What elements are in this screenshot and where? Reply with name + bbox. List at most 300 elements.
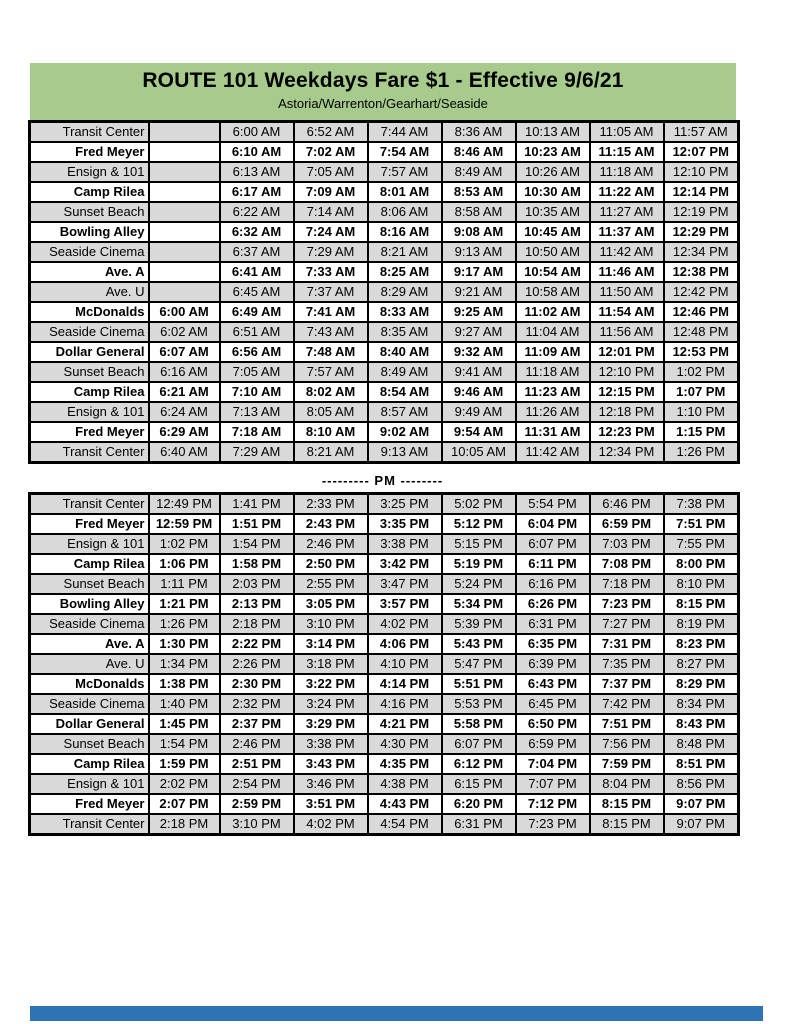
stop-name-cell: Fred Meyer (30, 422, 149, 442)
time-cell: 7:13 AM (220, 402, 294, 422)
time-cell: 2:13 PM (220, 594, 294, 614)
schedule-row (30, 362, 739, 382)
time-cell: 10:54 AM (516, 262, 590, 282)
stop-name-cell: Ave. A (30, 262, 149, 282)
time-cell: 1:34 PM (149, 654, 220, 674)
schedule-row (30, 594, 739, 614)
time-cell: 11:27 AM (590, 202, 664, 222)
time-cell: 10:58 AM (516, 282, 590, 302)
time-cell: 11:15 AM (590, 142, 664, 162)
time-cell: 6:41 AM (220, 262, 294, 282)
time-cell: 6:43 PM (516, 674, 590, 694)
time-cell: 6:45 AM (220, 282, 294, 302)
time-cell: 7:23 PM (516, 814, 590, 835)
time-cell: 3:22 PM (294, 674, 368, 694)
stop-name-cell: Dollar General (30, 714, 149, 734)
time-cell: 6:12 PM (442, 754, 516, 774)
time-cell: 9:02 AM (368, 422, 442, 442)
time-cell: 11:05 AM (590, 122, 664, 143)
stop-name-cell: Seaside Cinema (30, 242, 149, 262)
time-cell: 11:50 AM (590, 282, 664, 302)
time-cell: 8:46 AM (442, 142, 516, 162)
stop-name-cell: McDonalds (30, 302, 149, 322)
time-cell: 5:53 PM (442, 694, 516, 714)
time-cell: 3:38 PM (368, 534, 442, 554)
time-cell: 3:47 PM (368, 574, 442, 594)
time-cell: 5:43 PM (442, 634, 516, 654)
time-cell: 2:46 PM (294, 534, 368, 554)
time-cell: 8:51 PM (664, 754, 739, 774)
time-cell: 7:24 AM (294, 222, 368, 242)
time-cell: 12:38 PM (664, 262, 739, 282)
time-cell: 5:39 PM (442, 614, 516, 634)
schedule-row (30, 534, 739, 554)
time-cell: 6:11 PM (516, 554, 590, 574)
time-cell: 5:54 PM (516, 494, 590, 515)
time-cell: 7:57 AM (368, 162, 442, 182)
stop-name-cell: Camp Rilea (30, 554, 149, 574)
time-cell: 2:55 PM (294, 574, 368, 594)
time-cell: 7:04 PM (516, 754, 590, 774)
schedule-row (30, 242, 739, 262)
time-cell: 4:54 PM (368, 814, 442, 835)
schedule-row (30, 402, 739, 422)
time-cell: 9:21 AM (442, 282, 516, 302)
stop-name-cell: McDonalds (30, 674, 149, 694)
time-cell: 9:46 AM (442, 382, 516, 402)
time-cell: 10:13 AM (516, 122, 590, 143)
stop-name-cell: Sunset Beach (30, 574, 149, 594)
time-cell: 8:06 AM (368, 202, 442, 222)
time-cell: 8:35 AM (368, 322, 442, 342)
time-cell: 2:30 PM (220, 674, 294, 694)
time-cell: 6:37 AM (220, 242, 294, 262)
time-cell: 7:05 AM (294, 162, 368, 182)
time-cell (149, 242, 220, 262)
time-cell: 6:56 AM (220, 342, 294, 362)
time-cell: 12:46 PM (664, 302, 739, 322)
time-cell: 10:23 AM (516, 142, 590, 162)
time-cell: 1:21 PM (149, 594, 220, 614)
time-cell: 7:29 AM (294, 242, 368, 262)
stop-name-cell: Bowling Alley (30, 222, 149, 242)
schedule-row (30, 162, 739, 182)
time-cell: 7:56 PM (590, 734, 664, 754)
time-cell (149, 222, 220, 242)
time-cell: 2:03 PM (220, 574, 294, 594)
pm-section-separator: --------- PM -------- (321, 473, 444, 488)
time-cell: 7:33 AM (294, 262, 368, 282)
time-cell: 6:20 PM (442, 794, 516, 814)
time-cell: 6:22 AM (220, 202, 294, 222)
schedule-row (30, 262, 739, 282)
stop-name-cell: Sunset Beach (30, 362, 149, 382)
time-cell: 4:43 PM (368, 794, 442, 814)
stop-name-cell: Ensign & 101 (30, 402, 149, 422)
time-cell: 3:43 PM (294, 754, 368, 774)
time-cell: 2:18 PM (220, 614, 294, 634)
time-cell: 11:57 AM (664, 122, 739, 143)
time-cell: 6:10 AM (220, 142, 294, 162)
time-cell: 3:57 PM (368, 594, 442, 614)
time-cell: 8:15 PM (664, 594, 739, 614)
time-cell: 3:14 PM (294, 634, 368, 654)
time-cell: 5:34 PM (442, 594, 516, 614)
time-cell (149, 122, 220, 143)
time-cell: 6:29 AM (149, 422, 220, 442)
time-cell: 8:54 AM (368, 382, 442, 402)
footer-accent-bar (30, 1006, 763, 1021)
stop-name-cell: Ave. U (30, 654, 149, 674)
time-cell: 11:04 AM (516, 322, 590, 342)
time-cell: 1:06 PM (149, 554, 220, 574)
time-cell: 2:18 PM (149, 814, 220, 835)
time-cell (149, 202, 220, 222)
time-cell: 7:55 PM (664, 534, 739, 554)
time-cell: 1:10 PM (664, 402, 739, 422)
time-cell: 1:11 PM (149, 574, 220, 594)
time-cell: 8:25 AM (368, 262, 442, 282)
time-cell: 5:24 PM (442, 574, 516, 594)
schedule-row (30, 654, 739, 674)
time-cell: 5:12 PM (442, 514, 516, 534)
stop-name-cell: Fred Meyer (30, 514, 149, 534)
time-cell: 10:50 AM (516, 242, 590, 262)
schedule-row (30, 574, 739, 594)
time-cell: 5:02 PM (442, 494, 516, 515)
time-cell: 11:42 AM (590, 242, 664, 262)
schedule-row (30, 554, 739, 574)
schedule-row (30, 714, 739, 734)
time-cell: 9:54 AM (442, 422, 516, 442)
time-cell: 8:36 AM (442, 122, 516, 143)
time-cell: 3:51 PM (294, 794, 368, 814)
am-schedule-table (28, 120, 740, 464)
stop-name-cell: Camp Rilea (30, 182, 149, 202)
time-cell: 8:43 PM (664, 714, 739, 734)
time-cell: 8:34 PM (664, 694, 739, 714)
stop-name-cell: Ensign & 101 (30, 534, 149, 554)
schedule-row (30, 754, 739, 774)
time-cell: 6:07 PM (516, 534, 590, 554)
stop-name-cell: Ave. U (30, 282, 149, 302)
time-cell: 8:56 PM (664, 774, 739, 794)
time-cell: 1:30 PM (149, 634, 220, 654)
stop-name-cell: Bowling Alley (30, 594, 149, 614)
schedule-row (30, 142, 739, 162)
time-cell: 5:15 PM (442, 534, 516, 554)
time-cell: 8:53 AM (442, 182, 516, 202)
time-cell: 7:07 PM (516, 774, 590, 794)
time-cell: 11:23 AM (516, 382, 590, 402)
time-cell: 6:16 PM (516, 574, 590, 594)
time-cell: 8:02 AM (294, 382, 368, 402)
time-cell: 3:25 PM (368, 494, 442, 515)
time-cell: 2:33 PM (294, 494, 368, 515)
time-cell: 9:07 PM (664, 814, 739, 835)
stop-name-cell: Ensign & 101 (30, 774, 149, 794)
time-cell: 7:31 PM (590, 634, 664, 654)
time-cell: 7:35 PM (590, 654, 664, 674)
time-cell: 12:42 PM (664, 282, 739, 302)
time-cell: 1:59 PM (149, 754, 220, 774)
time-cell: 6:00 AM (220, 122, 294, 143)
time-cell: 1:51 PM (220, 514, 294, 534)
time-cell: 7:10 AM (220, 382, 294, 402)
time-cell: 12:15 PM (590, 382, 664, 402)
time-cell: 6:45 PM (516, 694, 590, 714)
time-cell: 10:35 AM (516, 202, 590, 222)
time-cell: 5:47 PM (442, 654, 516, 674)
time-cell: 8:15 PM (590, 794, 664, 814)
time-cell: 6:16 AM (149, 362, 220, 382)
time-cell: 11:18 AM (590, 162, 664, 182)
route-header-banner (30, 63, 736, 120)
stop-name-cell: Transit Center (30, 442, 149, 463)
time-cell: 1:26 PM (664, 442, 739, 463)
time-cell: 3:05 PM (294, 594, 368, 614)
time-cell: 9:13 AM (442, 242, 516, 262)
stop-name-cell: Seaside Cinema (30, 614, 149, 634)
time-cell: 12:18 PM (590, 402, 664, 422)
time-cell: 12:23 PM (590, 422, 664, 442)
time-cell: 3:24 PM (294, 694, 368, 714)
time-cell: 11:42 AM (516, 442, 590, 463)
time-cell: 9:13 AM (368, 442, 442, 463)
time-cell: 7:05 AM (220, 362, 294, 382)
time-cell: 11:18 AM (516, 362, 590, 382)
time-cell: 6:26 PM (516, 594, 590, 614)
time-cell: 8:49 AM (442, 162, 516, 182)
time-cell: 4:16 PM (368, 694, 442, 714)
time-cell: 7:27 PM (590, 614, 664, 634)
time-cell: 2:54 PM (220, 774, 294, 794)
stop-name-cell: Fred Meyer (30, 794, 149, 814)
time-cell: 11:26 AM (516, 402, 590, 422)
time-cell: 6:31 PM (442, 814, 516, 835)
time-cell: 6:51 AM (220, 322, 294, 342)
time-cell: 8:16 AM (368, 222, 442, 242)
time-cell: 7:54 AM (368, 142, 442, 162)
time-cell: 2:32 PM (220, 694, 294, 714)
time-cell: 12:49 PM (149, 494, 220, 515)
time-cell: 3:46 PM (294, 774, 368, 794)
time-cell: 7:38 PM (664, 494, 739, 515)
time-cell: 8:10 AM (294, 422, 368, 442)
time-cell: 12:34 PM (590, 442, 664, 463)
schedule-row (30, 182, 739, 202)
time-cell: 5:58 PM (442, 714, 516, 734)
time-cell: 8:57 AM (368, 402, 442, 422)
time-cell (149, 282, 220, 302)
time-cell: 2:37 PM (220, 714, 294, 734)
time-cell: 4:30 PM (368, 734, 442, 754)
time-cell: 8:27 PM (664, 654, 739, 674)
time-cell: 1:54 PM (220, 534, 294, 554)
time-cell: 9:25 AM (442, 302, 516, 322)
time-cell: 4:21 PM (368, 714, 442, 734)
time-cell: 6:35 PM (516, 634, 590, 654)
time-cell: 9:27 AM (442, 322, 516, 342)
time-cell: 9:17 AM (442, 262, 516, 282)
time-cell: 8:04 PM (590, 774, 664, 794)
time-cell: 3:42 PM (368, 554, 442, 574)
schedule-row (30, 694, 739, 714)
time-cell: 6:46 PM (590, 494, 664, 515)
time-cell: 7:44 AM (368, 122, 442, 143)
time-cell: 6:04 PM (516, 514, 590, 534)
schedule-row (30, 302, 739, 322)
schedule-row (30, 734, 739, 754)
time-cell: 10:26 AM (516, 162, 590, 182)
time-cell: 8:05 AM (294, 402, 368, 422)
schedule-row (30, 494, 739, 515)
time-cell: 7:08 PM (590, 554, 664, 574)
time-cell: 9:41 AM (442, 362, 516, 382)
time-cell: 3:10 PM (220, 814, 294, 835)
time-cell: 8:21 AM (368, 242, 442, 262)
time-cell: 7:23 PM (590, 594, 664, 614)
time-cell: 9:49 AM (442, 402, 516, 422)
time-cell (149, 142, 220, 162)
stop-name-cell: Sunset Beach (30, 734, 149, 754)
time-cell: 11:54 AM (590, 302, 664, 322)
schedule-row (30, 674, 739, 694)
time-cell (149, 162, 220, 182)
time-cell: 7:18 PM (590, 574, 664, 594)
schedule-row (30, 322, 739, 342)
time-cell: 6:49 AM (220, 302, 294, 322)
time-cell: 3:35 PM (368, 514, 442, 534)
time-cell: 12:19 PM (664, 202, 739, 222)
schedule-row (30, 774, 739, 794)
time-cell: 8:01 AM (368, 182, 442, 202)
time-cell: 1:02 PM (149, 534, 220, 554)
time-cell: 6:07 AM (149, 342, 220, 362)
time-cell: 6:59 PM (516, 734, 590, 754)
time-cell: 6:02 AM (149, 322, 220, 342)
time-cell: 8:23 PM (664, 634, 739, 654)
time-cell: 11:09 AM (516, 342, 590, 362)
time-cell: 3:29 PM (294, 714, 368, 734)
schedule-row (30, 614, 739, 634)
time-cell: 1:15 PM (664, 422, 739, 442)
schedule-row (30, 442, 739, 463)
time-cell: 7:51 PM (664, 514, 739, 534)
time-cell: 4:10 PM (368, 654, 442, 674)
time-cell: 6:50 PM (516, 714, 590, 734)
time-cell: 3:18 PM (294, 654, 368, 674)
time-cell: 7:37 PM (590, 674, 664, 694)
time-cell: 5:19 PM (442, 554, 516, 574)
time-cell: 4:06 PM (368, 634, 442, 654)
schedule-row (30, 222, 739, 242)
time-cell: 6:00 AM (149, 302, 220, 322)
time-cell: 6:59 PM (590, 514, 664, 534)
schedule-row (30, 634, 739, 654)
time-cell: 2:26 PM (220, 654, 294, 674)
time-cell: 11:56 AM (590, 322, 664, 342)
time-cell: 6:24 AM (149, 402, 220, 422)
time-cell: 12:59 PM (149, 514, 220, 534)
time-cell: 1:41 PM (220, 494, 294, 515)
time-cell: 6:17 AM (220, 182, 294, 202)
time-cell: 1:02 PM (664, 362, 739, 382)
time-cell: 7:41 AM (294, 302, 368, 322)
time-cell: 8:33 AM (368, 302, 442, 322)
time-cell: 12:14 PM (664, 182, 739, 202)
schedule-row (30, 514, 739, 534)
stop-name-cell: Camp Rilea (30, 382, 149, 402)
time-cell: 12:48 PM (664, 322, 739, 342)
time-cell: 1:54 PM (149, 734, 220, 754)
time-cell: 7:59 PM (590, 754, 664, 774)
schedule-row (30, 422, 739, 442)
time-cell: 4:02 PM (368, 614, 442, 634)
time-cell: 2:07 PM (149, 794, 220, 814)
schedule-row (30, 122, 739, 143)
stop-name-cell: Ensign & 101 (30, 162, 149, 182)
time-cell: 1:58 PM (220, 554, 294, 574)
time-cell: 4:14 PM (368, 674, 442, 694)
time-cell: 12:10 PM (664, 162, 739, 182)
time-cell: 8:21 AM (294, 442, 368, 463)
time-cell: 9:08 AM (442, 222, 516, 242)
schedule-row (30, 282, 739, 302)
stop-name-cell: Transit Center (30, 814, 149, 835)
time-cell: 2:51 PM (220, 754, 294, 774)
schedule-row (30, 202, 739, 222)
time-cell: 7:42 PM (590, 694, 664, 714)
time-cell: 7:43 AM (294, 322, 368, 342)
stop-name-cell: Dollar General (30, 342, 149, 362)
time-cell: 8:49 AM (368, 362, 442, 382)
time-cell: 6:13 AM (220, 162, 294, 182)
time-cell: 4:35 PM (368, 754, 442, 774)
stop-name-cell: Transit Center (30, 122, 149, 143)
time-cell: 6:32 AM (220, 222, 294, 242)
time-cell (149, 182, 220, 202)
time-cell: 12:10 PM (590, 362, 664, 382)
time-cell: 11:37 AM (590, 222, 664, 242)
time-cell: 11:46 AM (590, 262, 664, 282)
time-cell: 6:21 AM (149, 382, 220, 402)
time-cell: 2:46 PM (220, 734, 294, 754)
stop-name-cell: Fred Meyer (30, 142, 149, 162)
time-cell: 8:29 AM (368, 282, 442, 302)
time-cell: 7:48 AM (294, 342, 368, 362)
time-cell: 9:32 AM (442, 342, 516, 362)
stop-name-cell: Camp Rilea (30, 754, 149, 774)
stop-name-cell: Ave. A (30, 634, 149, 654)
time-cell: 10:05 AM (442, 442, 516, 463)
time-cell: 8:00 PM (664, 554, 739, 574)
time-cell: 6:39 PM (516, 654, 590, 674)
time-cell: 1:26 PM (149, 614, 220, 634)
time-cell: 10:45 AM (516, 222, 590, 242)
time-cell: 8:15 PM (590, 814, 664, 835)
schedule-row (30, 342, 739, 362)
schedule-row (30, 794, 739, 814)
stop-name-cell: Sunset Beach (30, 202, 149, 222)
route-subtitle: Astoria/Warrenton/Gearhart/Seaside (278, 96, 488, 111)
time-cell: 7:09 AM (294, 182, 368, 202)
time-cell: 7:12 PM (516, 794, 590, 814)
time-cell: 5:51 PM (442, 674, 516, 694)
stop-name-cell: Transit Center (30, 494, 149, 515)
time-cell: 8:19 PM (664, 614, 739, 634)
time-cell: 1:38 PM (149, 674, 220, 694)
